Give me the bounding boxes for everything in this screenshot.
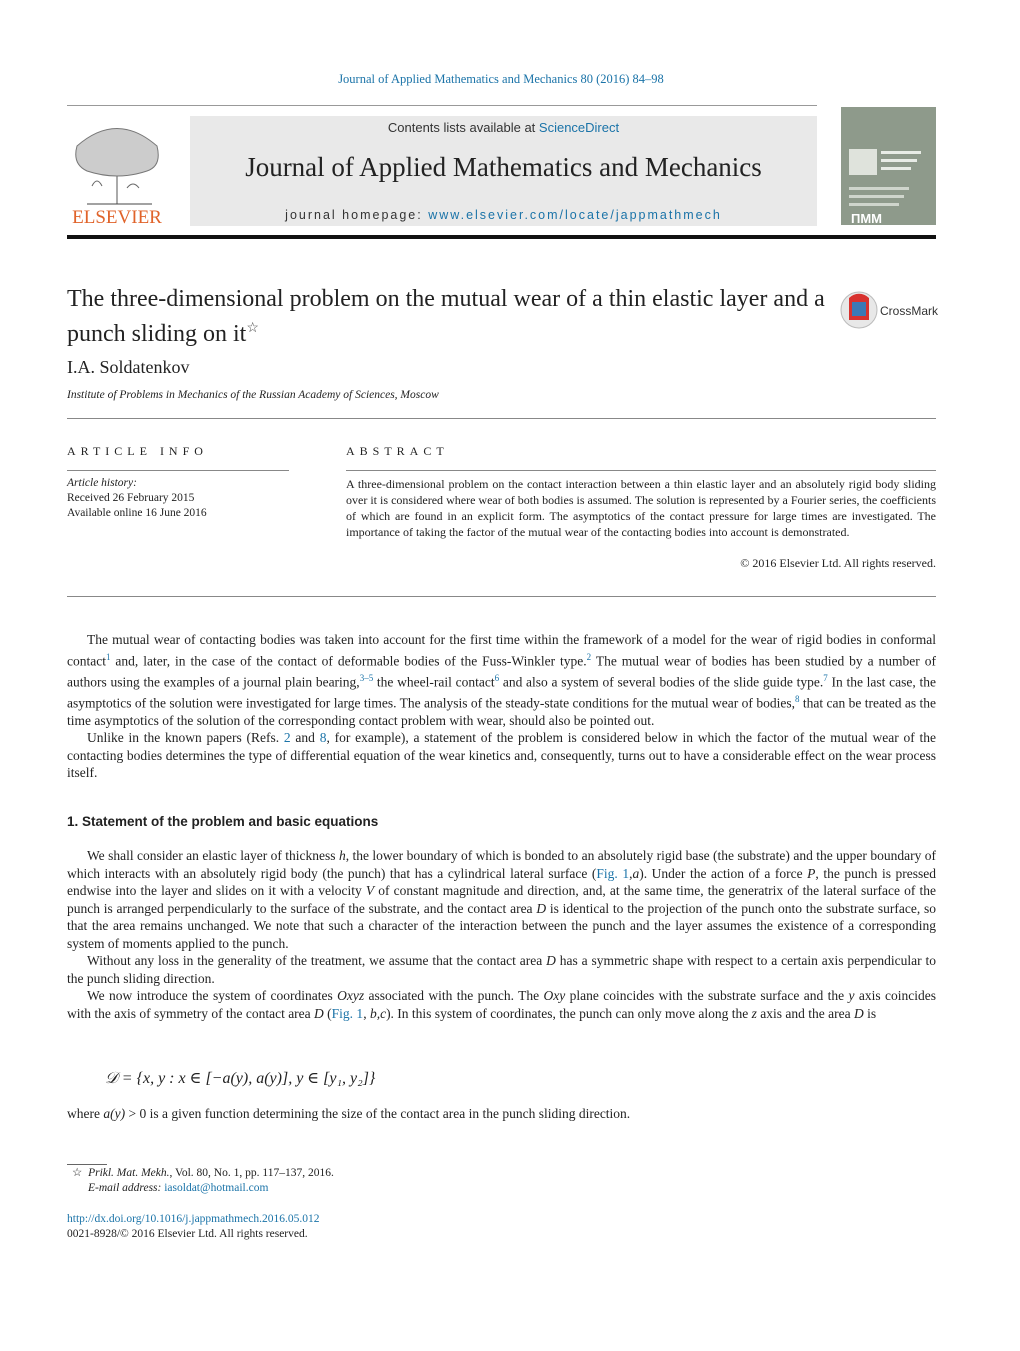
journal-cover-icon: [841, 107, 936, 225]
crossmark-button[interactable]: [840, 290, 940, 330]
author-affiliation: Institute of Problems in Mechanics of the Russian Academy of Sciences, Moscow: [67, 389, 439, 401]
email-link[interactable]: iasoldat@hotmail.com: [164, 1182, 269, 1194]
article-title-text: The three-dimensional problem on the mutual wear of a thin elastic layer and a punch sliding on it: [67, 286, 825, 347]
crossmark-icon: [840, 290, 940, 330]
svg-text:CrossMark: CrossMark: [880, 304, 939, 318]
journal-title: Journal of Applied Mathematics and Mechanics: [245, 152, 762, 182]
abstract-bottom-rule: [67, 596, 936, 597]
figure-link[interactable]: Fig. 1: [331, 1005, 364, 1021]
article-info-rule: [67, 470, 289, 471]
footnote-email: E-mail address: iasoldat@hotmail.com: [88, 1182, 269, 1194]
title-rule: [67, 418, 936, 419]
ref-link[interactable]: 7: [823, 672, 828, 683]
homepage-prefix: journal homepage:: [285, 208, 429, 222]
ref-link[interactable]: 8: [319, 730, 327, 745]
section-1-body: [67, 847, 936, 1022]
ref-link[interactable]: 6: [494, 672, 500, 683]
article-title: [67, 284, 827, 349]
online-date: Available online 16 June 2016: [67, 507, 207, 519]
intro-paragraph-1: The mutual wear of contacting bodies was taken into account for the first time within the framework of a model for the wear of rigid bodies in conformal contact$^1$ and, later, in the case of the contact of deformable bodies of the Fuss-Winkler type.$^2$ The mutual wear of bodies has been studied by a number of authors using the examples of a journal plain bearing,$^{3-5}$ the wheel-rail contact$^6$ and also a system of several bodies of the slide guide type.$^7$ In the last case, the asymptotics of the solution were investigated for large times. The analysis of the steady-state conditions for the mutual wear of bodies,$^8$ that can be treated as the time asymptotics of the solution of the corresponding contact problem with wear, should also be pointed out.: [67, 632, 936, 728]
journal-banner: [190, 116, 817, 226]
ref-link[interactable]: 3–5: [359, 672, 374, 683]
header-thick-rule: [67, 235, 936, 239]
abstract-copyright: © 2016 Elsevier Ltd. All rights reserved.: [740, 556, 936, 570]
journal-homepage: [190, 208, 817, 222]
article-info-heading: ARTICLE INFO: [67, 444, 208, 458]
article-history: [67, 476, 207, 521]
section-1-paragraph-1: We shall consider an elastic layer of thickness h, the lower boundary of which is bonded to an absolutely rigid base (the substrate) and the upper boundary of which interacts with an absolutely rigid body (the punch) that has a cylindrical lateral surface (Fig. 1,a). Under the action of a force P, the punch is pressed endwise into the layer and slides on it with a velocity V of constant magnitude and direction, and, at the same time, the generatrix of the lateral surface of the punch is arranged perpendicularly to the surface of the substrate, and the contact area D is identical to the projection of the punch onto the substrate surface, so that the area remains unchanged. We note that such a character of the interaction between the punch and the layer assumes the existence of a corresponding system of moments applied to the punch.: [67, 848, 936, 951]
doi-link[interactable]: http://dx.doi.org/10.1016/j.jappmathmech.2016.05.012: [67, 1213, 320, 1225]
introduction: [67, 631, 936, 782]
intro-paragraph-2: Unlike in the known papers (Refs. 2 and 8, for example), a statement of the problem is considered below in which the factor of the mutual wear of the contacting bodies determines the type of differential equation of the wear kinetics and, consequently, turns out to have a considerable effect on the wear process itself.: [67, 730, 936, 780]
abstract-rule: [346, 470, 936, 471]
elsevier-tree-icon: [67, 116, 167, 228]
ref-link[interactable]: 2: [283, 730, 291, 745]
abstract-text: A three-dimensional problem on the contact interaction between a thin elastic layer and an absolutely rigid body sliding over it is considered where wear of both bodies is assumed. The solution is represented by a Fourier series, the coefficients of which are found in an explicit form. The asymptotics of the contact pressure for large times are investigated. The importance of taking the factor of the mutual wear of the contacting bodies into account is demonstrated.: [346, 477, 936, 539]
issn-line: 0021-8928/© 2016 Elsevier Ltd. All rights reserved.: [67, 1228, 308, 1240]
doi-block: [67, 1212, 319, 1242]
sciencedirect-link[interactable]: ScienceDirect: [538, 120, 620, 135]
ref-link[interactable]: 8: [794, 693, 800, 704]
homepage-link[interactable]: www.elsevier.com/locate/jappmathmech: [428, 208, 722, 222]
svg-text:ПММ: ПММ: [851, 211, 883, 225]
contact-area-equation: 𝒟 = {x, y : x ∈ [−a(y), a(y)], y ∈ [y₁, y₂]}: [105, 1070, 376, 1087]
elsevier-logo: [67, 116, 167, 228]
section-1-heading: 1. Statement of the problem and basic equations: [67, 814, 379, 829]
section-1-paragraph-2: Without any loss in the generality of the treatment, we assume that the contact area D has a symmetric shape with respect to a certain axis perpendicular to the punch sliding direction.: [67, 953, 936, 986]
title-footnote-mark[interactable]: ☆: [246, 321, 259, 336]
author-name: I.A. Soldatenkov: [67, 357, 190, 377]
footnote-rule: [67, 1164, 107, 1165]
journal-cover: [841, 107, 936, 225]
equation-explanation: where a(y) > 0 is a given function determining the size of the contact area in the punch sliding direction.: [67, 1106, 631, 1121]
ref-link[interactable]: 1: [105, 651, 111, 662]
contents-prefix: Contents lists available at: [387, 120, 539, 135]
figure-link[interactable]: Fig. 1: [596, 865, 630, 881]
ref-link[interactable]: 2: [586, 651, 592, 662]
section-1-paragraph-3: We now introduce the system of coordinates Oxyz associated with the punch. The Oxy plane coincides with the substrate surface and the y axis coincides with the axis of symmetry of the contact area D (Fig. 1, b,c). In this system of coordinates, the punch can only move along the z axis and the area D is: [67, 988, 936, 1021]
svg-text:ELSEVIER: ELSEVIER: [72, 207, 162, 228]
footnote: [72, 1166, 334, 1196]
footnote-journal-ref: ☆ Prikl. Mat. Mekh., Vol. 80, No. 1, pp. 117–137, 2016.: [72, 1167, 334, 1179]
received-date: Received 26 February 2015: [67, 492, 195, 504]
contents-line: [190, 120, 817, 135]
journal-citation[interactable]: Journal of Applied Mathematics and Mechanics 80 (2016) 84–98: [338, 72, 664, 86]
history-label: Article history:: [67, 477, 137, 489]
header-rule: [67, 105, 817, 106]
abstract-heading: ABSTRACT: [346, 444, 449, 458]
